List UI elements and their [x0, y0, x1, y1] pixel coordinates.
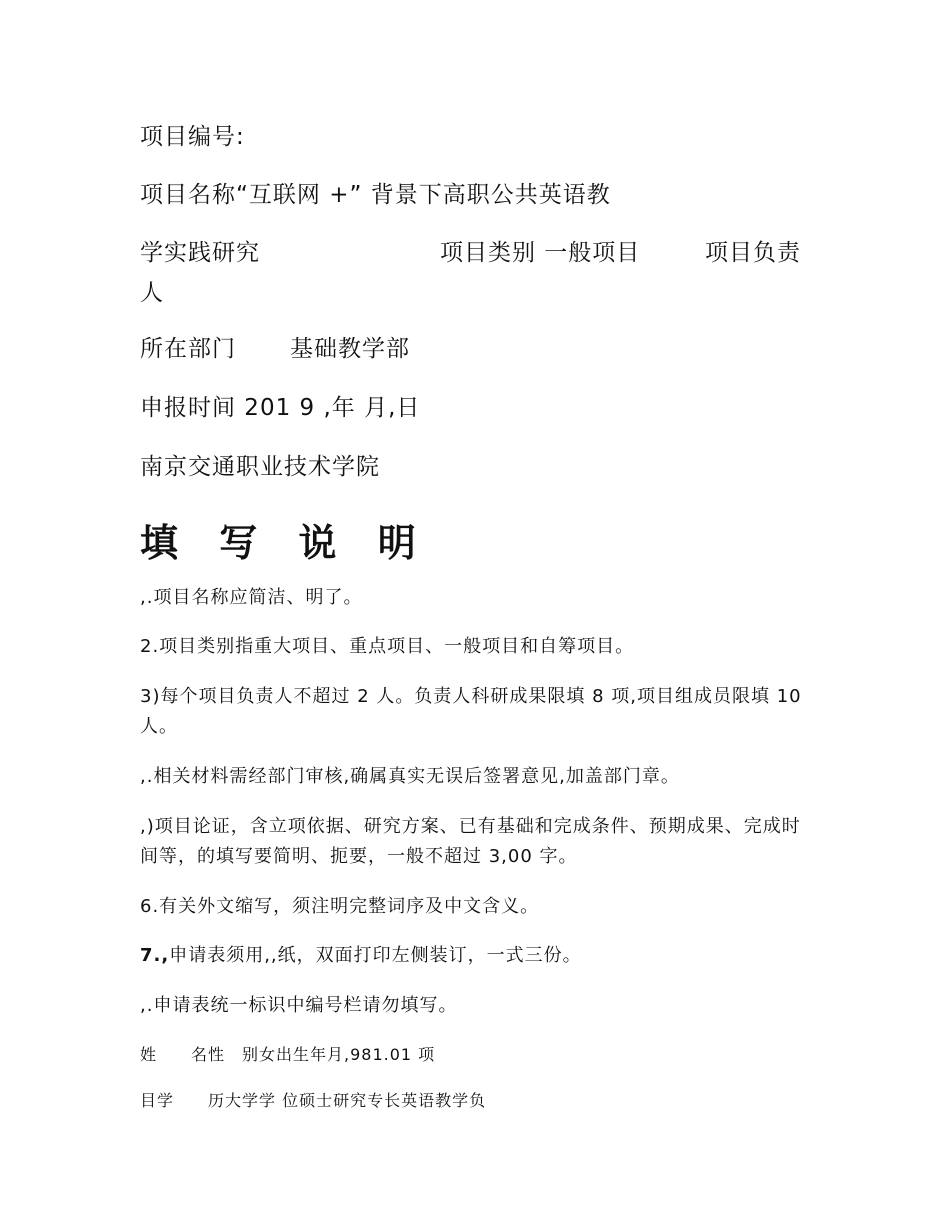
instruction-item-7-number: 7.,: [140, 945, 170, 966]
department-label: 所在部门: [140, 336, 236, 362]
project-number-label: 项目编号:: [140, 124, 245, 150]
project-type: 项目类别 一般项目: [440, 240, 641, 266]
table-fragment-row1: 姓 名性 别女出生年月,981.01 项: [140, 1045, 436, 1064]
instruction-item-1: ,.项目名称应简洁、明了。: [140, 587, 363, 608]
instruction-item-6: 6.有关外文缩写，须注明完整词序及中文含义。: [140, 896, 540, 917]
project-name-line2: 学实践研究: [140, 240, 260, 266]
instruction-item-3: 3)每个项目负责人不超过 2 人。负责人科研成果限填 8 项,项目组成员限填 10 人。: [140, 686, 802, 737]
project-leader-label-wrap: 人: [140, 280, 164, 306]
instruction-item-2: 2.项目类别指重大项目、重点项目、一般项目和自筹项目。: [140, 636, 635, 657]
instruction-item-7: [140, 941, 820, 971]
instruction-item-5: ,)项目论证，含立项依据、研究方案、已有基础和完成条件、预期成果、完成时间等，的填写要简明、扼要，一般不超过 3,00 字。: [140, 816, 801, 867]
project-leader-label: 项目负责: [705, 240, 801, 266]
table-fragment-row2: 目学 历大学学 位硕士研究专长英语教学负: [140, 1091, 487, 1110]
instruction-item-8: ,.申请表统一标识中编号栏请勿填写。: [140, 995, 458, 1016]
instructions-title: 填 写 说 明: [140, 521, 430, 565]
apply-time: 申报时间 201 9 ,年 月,日: [140, 395, 421, 421]
instruction-item-4: ,.相关材料需经部门审核,确属真实无误后签署意见,加盖部门章。: [140, 766, 680, 787]
institution-name: 南京交通职业技术学院: [140, 454, 380, 480]
department-value: 基础教学部: [290, 336, 410, 362]
instruction-item-7-text: 申请表须用,,纸，双面打印左侧装订，一式三份。: [169, 945, 582, 966]
project-name-line1: 项目名称“互联网 +” 背景下高职公共英语教: [140, 182, 611, 208]
